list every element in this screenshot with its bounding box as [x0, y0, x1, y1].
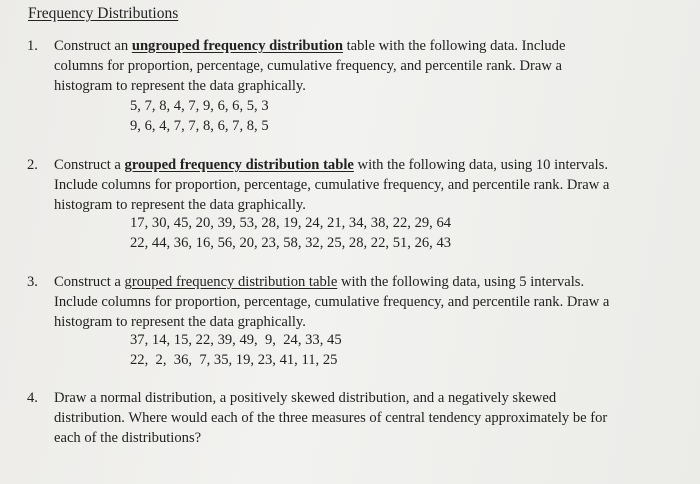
problem-number: 1. [27, 38, 38, 54]
data-row: 22, 44, 36, 16, 56, 20, 23, 58, 32, 25, 28, 22, 51, 26, 43 [130, 235, 452, 251]
problem-line: histogram to represent the data graphically. [54, 314, 306, 330]
problem-number: 4. [27, 390, 38, 406]
problem-line [54, 272, 684, 292]
emphasized-term: grouped frequency distribution table [124, 157, 354, 173]
problem-line [54, 36, 684, 56]
data-row: 17, 30, 45, 20, 39, 53, 28, 19, 24, 21, 34, 38, 22, 29, 64 [130, 215, 452, 231]
problem-line: Include columns for proportion, percentage, cumulative frequency, and percentile rank. Draw a [54, 294, 610, 310]
text-segment: with the following data, using 5 intervals. [337, 274, 585, 290]
data-row: 5, 7, 8, 4, 7, 9, 6, 6, 5, 3 [130, 98, 269, 114]
page-title: Frequency Distributions [28, 5, 179, 22]
problem-line: distribution. Where would each of the three measures of central tendency approximately be for [54, 410, 608, 426]
problem-line: Draw a normal distribution, a positively skewed distribution, and a negatively skewed [54, 390, 557, 406]
data-row: 37, 14, 15, 22, 39, 49, 9, 24, 33, 45 [130, 332, 342, 348]
data-row: 22, 2, 36, 7, 35, 19, 23, 41, 11, 25 [130, 352, 338, 368]
data-row: 9, 6, 4, 7, 7, 8, 6, 7, 8, 5 [130, 118, 269, 134]
problem-line: columns for proportion, percentage, cumulative frequency, and percentile rank. Draw a [54, 58, 563, 74]
problem-line: Include columns for proportion, percentage, cumulative frequency, and percentile rank. Draw a [54, 177, 610, 193]
problem-number: 2. [27, 157, 38, 173]
emphasized-term: ungrouped frequency distribution [131, 38, 343, 54]
emphasized-term: grouped frequency distribution table [124, 274, 338, 290]
problem-line: histogram to represent the data graphically. [54, 78, 306, 94]
text-segment: Construct a [54, 274, 125, 290]
problem-number: 3. [27, 274, 38, 290]
text-segment: with the following data, using 10 intervals. [353, 157, 609, 173]
problem-line: each of the distributions? [54, 430, 202, 446]
problem-line [54, 155, 684, 175]
problem-line: histogram to represent the data graphically. [54, 197, 306, 213]
text-segment: table with the following data. Include [342, 38, 566, 54]
text-segment: Construct a [54, 157, 125, 173]
text-segment: Construct an [54, 38, 132, 54]
